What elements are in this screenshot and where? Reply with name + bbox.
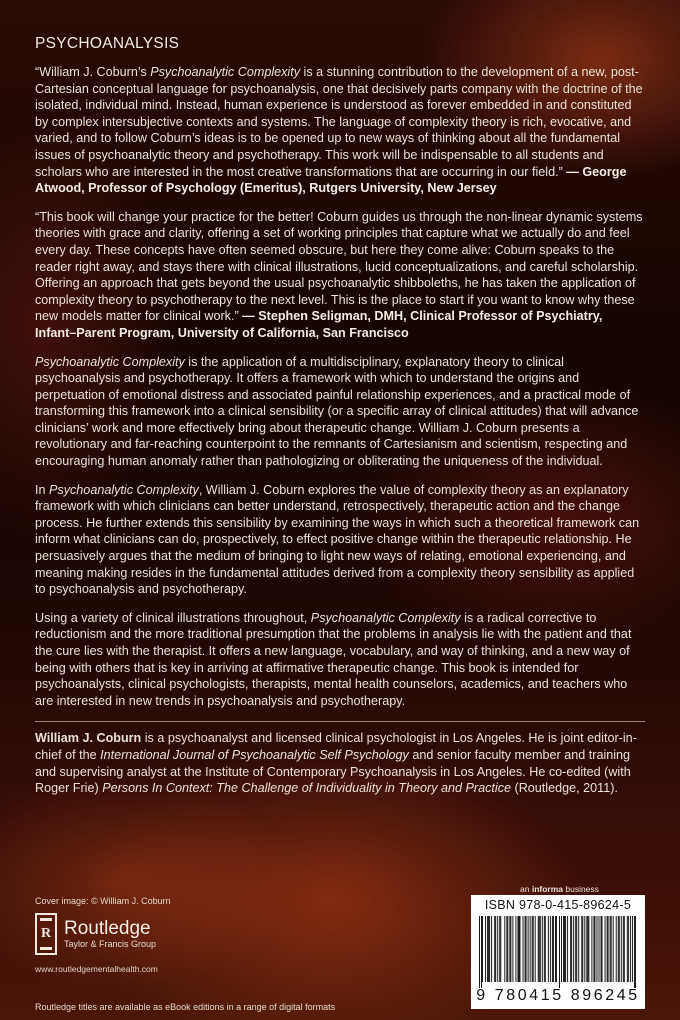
book-title: Psychoanalytic Complexity	[49, 482, 199, 497]
barcode-bar	[581, 916, 582, 982]
barcode-bar	[570, 916, 571, 982]
barcode-bar	[599, 916, 600, 982]
barcode-bar	[491, 916, 492, 982]
barcode-bar	[565, 916, 566, 982]
barcode-bar	[481, 916, 482, 988]
barcode-bar	[482, 916, 483, 982]
barcode-bar	[506, 916, 507, 982]
routledge-logo-icon: R	[35, 913, 57, 955]
publisher-name: Routledge	[64, 918, 151, 939]
barcode-bar	[593, 916, 594, 982]
barcode-bar	[552, 916, 553, 982]
barcode-bar	[517, 916, 518, 982]
informa-tagline: an informa business	[520, 884, 599, 894]
section-heading: PSYCHOANALYSIS	[35, 35, 180, 52]
publisher-block	[35, 896, 335, 974]
barcode-bar	[628, 916, 629, 982]
barcode-bar	[624, 916, 625, 982]
barcode-bar	[530, 916, 531, 982]
barcode-bar	[535, 916, 536, 982]
barcode-bar	[635, 916, 636, 988]
barcode-bar	[548, 916, 549, 982]
barcode-bar	[564, 916, 565, 982]
barcode-bar	[634, 916, 635, 988]
barcode-bar	[544, 916, 545, 982]
barcode-bar	[586, 916, 587, 982]
barcode-bar	[507, 916, 508, 982]
barcode-bar	[510, 916, 511, 982]
barcode-bar	[607, 916, 608, 982]
cover-credit: Cover image: © William J. Coburn	[35, 896, 171, 906]
barcode-bar	[605, 916, 606, 982]
barcode-bar	[489, 916, 490, 982]
barcode-bar	[596, 916, 597, 982]
barcode-bar	[538, 916, 539, 982]
barcode-bar	[526, 916, 527, 982]
barcode-bar	[499, 916, 500, 982]
barcode-bar	[602, 916, 603, 982]
barcode-bar	[601, 916, 602, 982]
barcode-bar	[523, 916, 524, 982]
description-paragraph-3: Using a variety of clinical illustrations throughout, Psychoanalytic Complexity is a radical corrective to reductionism and the more traditional presumption that the problems in analysis lie with the patient and that the cure lies with the therapist. It offers a new language, vocabulary, and way of thinking, and a new way of being with others that is key in arriving at affirmative therapeutic change. This book is intended for psychoanalysts, clinical psychologists, therapists, mental health counselors, academics, and teachers who are interested in new trends in psychoanalysis and psychotherapy.	[35, 610, 632, 708]
barcode-bar	[550, 916, 551, 982]
barcode-bar	[576, 916, 577, 982]
barcode-bar	[532, 916, 533, 982]
barcode-bar	[582, 916, 583, 982]
barcode-bar	[528, 916, 529, 982]
quote-attribution: — Stephen Seligman, DMH, Clinical Professor of Psychiatry, Infant–Parent Program, University of California, San Francisco	[35, 309, 603, 340]
barcode-bar	[611, 916, 612, 982]
description-paragraph-2: In Psychoanalytic Complexity, William J. Coburn explores the value of complexity theory as an explanatory framework with which clinicians can better understand, retrospectively, therapeutic action and the change process. He further extends this sensibility by examining the ways in which such a theoretical framework can inform what clinicians can do, prospectively, to effect positive change within the therapeutic relationship. He persuasively argues that the medium of bringing to light new ways of relating, emotional experiencing, and meaning making resides in the fundamental attitudes derived from a complexity theory sensibility as applied to psychoanalysis and psychotherapy.	[35, 482, 640, 597]
barcode-bar	[525, 916, 526, 982]
book-title: Psychoanalytic Complexity	[35, 354, 185, 369]
barcode-bar	[497, 916, 498, 982]
barcode-bar	[488, 916, 489, 982]
barcode-icon	[479, 916, 637, 988]
barcode-bar	[618, 916, 619, 982]
barcode-bar	[520, 916, 521, 982]
barcode-bar	[540, 916, 541, 982]
barcode-bar	[613, 916, 614, 982]
description-paragraph-1: Psychoanalytic Complexity is the application of a multidisciplinary, explanatory theory to clinical psychoanalysis and psychotherapy. It offers a framework with which to understand the origins and perpetuation of emotional distress and associated painful relationship experiences, and a practical mode of transforming this framework into a clinical sensibility (or a specific array of clinical attitudes) that will advance clinicians’ work and more effectively bring about therapeutic change. William J. Coburn presents a revolutionary and far-reaching counterpoint to the remnants of Cartesianism and scientism, respecting and encouraging human anomaly rather than pathologizing or obliterating the uniqueness of the individual.	[35, 354, 639, 469]
author-bio: William J. Coburn is a psychoanalyst and licensed clinical psychologist in Los Angeles. He is joint editor-in-chief of the International Journal of Psychoanalytic Self Psychology and senior faculty member and training and supervising analyst at the Institute of Contemporary Psychoanalysis in Los Angeles. He co-edited (with Roger Frie) Persons In Context: The Challenge of Individuality in Theory and Practice (Routledge, 2011).	[35, 731, 637, 796]
publisher-group: Taylor & Francis Group	[64, 939, 157, 949]
routledge-logo	[35, 913, 335, 955]
barcode-bar	[485, 916, 486, 982]
book-title: Psychoanalytic Complexity	[310, 610, 461, 625]
barcode-bar	[591, 916, 592, 982]
quote-attribution: — George Atwood, Professor of Psychology (Emeritus), Rutgers University, New Jersey	[35, 164, 627, 196]
author-name: William J. Coburn	[35, 731, 142, 746]
barcode-bar	[545, 916, 546, 982]
barcode-bar	[487, 916, 488, 982]
publisher-website: www.routledgementalhealth.com	[35, 964, 158, 974]
barcode-bar	[584, 916, 585, 982]
barcode-bar	[616, 916, 617, 982]
isbn-digits: 9 780415 896245	[476, 987, 640, 1004]
barcode-bar	[627, 916, 628, 982]
divider	[35, 721, 645, 722]
barcode-bar	[542, 916, 543, 982]
barcode-bar	[623, 916, 624, 982]
barcode-bar	[539, 916, 540, 982]
barcode-bar	[587, 916, 588, 982]
praise-quote-1: “William J. Coburn’s Psychoanalytic Complexity is a stunning contribution to the development of a new, post-Cartesian conceptual language for psychoanalysis, one that decisively parts company with the doctrine of the isolated, individual mind. Instead, human experience is understood as forever embedded in and constituted by complex intersubjective contexts and systems. The language of complexity theory is rich, evocative, and varied, and to follow Coburn’s ideas is to be opened up to new ways of thinking about all the fundamental issues of psychoanalytic theory and psychotherapy. This work will be indispensable to all students and scholars who are interested in the most creative transformations that are occurring in our field.” — George Atwood, Professor of Psychology (Emeritus), Rutgers University, New Jersey	[35, 65, 643, 196]
barcode-bar	[588, 916, 589, 982]
barcode-bar	[504, 916, 505, 982]
barcode-bar	[608, 916, 609, 982]
barcode-bar	[512, 916, 513, 982]
barcode-bar	[556, 916, 557, 982]
barcode-bar	[509, 916, 510, 982]
barcode-bar	[561, 916, 562, 982]
barcode-bar	[494, 916, 495, 982]
barcode-bar	[500, 916, 501, 982]
barcode-bar	[515, 916, 516, 982]
ebook-note: Routledge titles are available as eBook editions in a range of digital formats	[35, 1002, 336, 1012]
isbn-label: ISBN 978-0-415-89624-5	[484, 898, 632, 912]
barcode-bar	[575, 916, 576, 982]
barcode-bar	[553, 916, 554, 982]
praise-quote-2: “This book will change your practice for the better! Coburn guides us through the non-linear dynamic systems theories with grace and clarity, offering a set of working principles that capture what we actually do and feel every day. These concepts have often seemed obscure, but here they come alive: Coburn speaks to the reader right away, and stays there with clinical illustrations, lucid conceptualizations, and careful scholarship. Offering an approach that gets beyond the usual psychoanalytic shibboleths, he has taken the application of complexity theory to psychotherapy to the next level. This is the place to start if you want to know why these new models matter for clinical work.” — Stephen Seligman, DMH, Clinical Professor of Psychiatry, Infant–Parent Program, University of California, San Francisco	[35, 209, 643, 340]
isbn-barcode	[471, 895, 645, 1009]
barcode-bar	[619, 916, 620, 982]
barcode-bar	[495, 916, 496, 982]
barcode-bar	[632, 916, 633, 982]
barcode-bar	[610, 916, 611, 982]
barcode-bar	[567, 916, 568, 982]
book-title: Psychoanalytic Complexity	[150, 65, 301, 79]
barcode-bar	[533, 916, 534, 982]
barcode-bar	[519, 916, 520, 982]
barcode-bar	[559, 916, 560, 988]
back-cover-text	[35, 28, 645, 797]
barcode-bar	[594, 916, 595, 982]
barcode-bar	[479, 916, 480, 988]
barcode-bar	[573, 916, 574, 982]
barcode-bar	[555, 916, 556, 982]
barcode-bar	[578, 916, 579, 982]
barcode-bar	[621, 916, 622, 982]
barcode-bar	[630, 916, 631, 982]
barcode-bar	[571, 916, 572, 982]
barcode-bar	[563, 916, 564, 982]
